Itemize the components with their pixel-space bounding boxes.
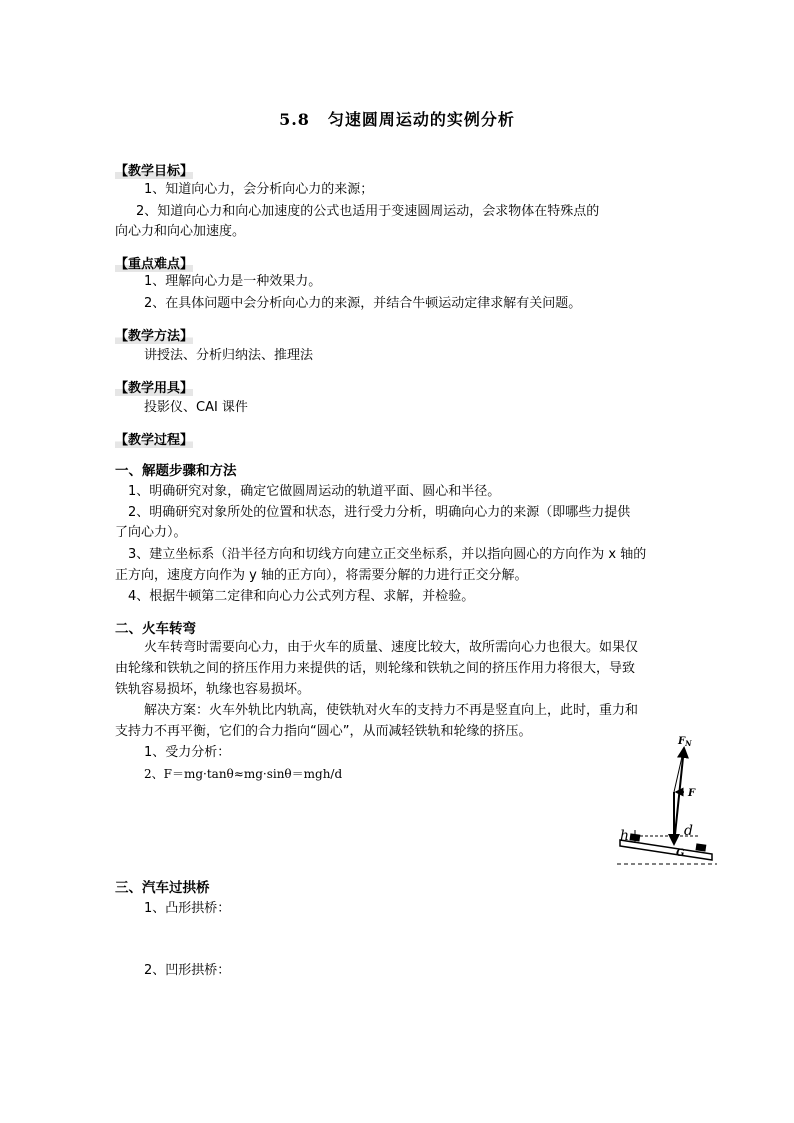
g-label: G <box>676 848 685 859</box>
section3-line-2: 2、凹形拱桥： <box>144 963 231 978</box>
methods-heading: 【教学方法】 <box>115 329 194 344</box>
f-label: F <box>688 788 696 799</box>
section2-line-1: 火车转弯时需要向心力，由于火车的质量、速度比较大，故所需向心力也很大。如果仅 <box>144 640 639 655</box>
section2-line-2: 由轮缘和铁轨之间的挤压作用力来提供的话，则轮缘和铁轨之间的挤压作用力将很大，导致 <box>115 661 636 676</box>
section3-title: 三、汽车过拱桥 <box>115 880 210 896</box>
section1-line-3: 了向心力）。 <box>115 525 187 540</box>
key-point-line-1: 1、理解向心力是一种效果力。 <box>144 274 322 289</box>
title-number: 5.8 <box>279 110 310 129</box>
section2-line-6: 1、受力分析： <box>144 745 231 760</box>
objective-line-1: 1、知道向心力，会分析向心力的来源； <box>144 182 374 197</box>
objective-line-2: 2、知道向心力和向心加速度的公式也适用于变速圆周运动，会求物体在特殊点的 <box>136 204 600 219</box>
key-point-line-2: 2、在具体问题中会分析向心力的来源，并结合牛顿运动定律求解有关问题。 <box>144 296 582 311</box>
fn-label: $F_N$ <box>678 736 692 748</box>
outer-rail <box>695 843 706 851</box>
section1-line-2: 2、明确研究对象所处的位置和状态，进行受力分析，明确向心力的来源（即哪些力提供 <box>128 505 631 520</box>
key-points-heading: 【重点难点】 <box>115 257 194 272</box>
section2-line-3: 铁轨容易损坏，轨缘也容易损坏。 <box>115 682 311 697</box>
tools-text: 投影仪、CAI 课件 <box>144 400 248 415</box>
section1-line-6: 4、根据牛顿第二定律和向心力公式列方程、求解，并检验。 <box>128 589 475 604</box>
title-text: 匀速圆周运动的实例分析 <box>327 110 515 129</box>
section3-line-1: 1、凸形拱桥： <box>144 901 231 916</box>
objective-line-3: 向心力和向心加速度。 <box>115 224 246 239</box>
force-diagram <box>612 732 722 867</box>
section2-line-5: 支持力不再平衡，它们的合力指向“圆心”，从而减轻铁轨和轮缘的挤压。 <box>115 724 532 739</box>
section2-title: 二、火车转弯 <box>115 621 196 637</box>
section2-line-4: 解决方案：火车外轨比内轨高，使铁轨对火车的支持力不再是竖直向上，此时，重力和 <box>144 703 639 718</box>
process-heading: 【教学过程】 <box>115 433 194 448</box>
section1-line-1: 1、明确研究对象，确定它做圆周运动的轨道平面、圆心和半径。 <box>128 484 501 499</box>
section2-formula: 2、F＝mg·tanθ≈mg·sinθ＝mgh/d <box>144 767 343 781</box>
objectives-heading: 【教学目标】 <box>115 164 194 179</box>
methods-text: 讲授法、分析归纳法、推理法 <box>144 348 314 363</box>
h-label: h <box>620 828 630 844</box>
page-title <box>0 107 794 130</box>
normal-force-vector <box>674 748 684 844</box>
section1-line-4: 3、建立坐标系（沿半径方向和切线方向建立正交坐标系，并以指向圆心的方向作为 x 轴的 <box>128 547 647 562</box>
section1-line-5: 正方向，速度方向作为 y 轴的正方向），将需要分解的力进行正交分解。 <box>115 568 528 583</box>
section1-title: 一、解题步骤和方法 <box>115 463 237 479</box>
tools-heading: 【教学用具】 <box>115 381 194 396</box>
d-label: d <box>684 823 693 839</box>
